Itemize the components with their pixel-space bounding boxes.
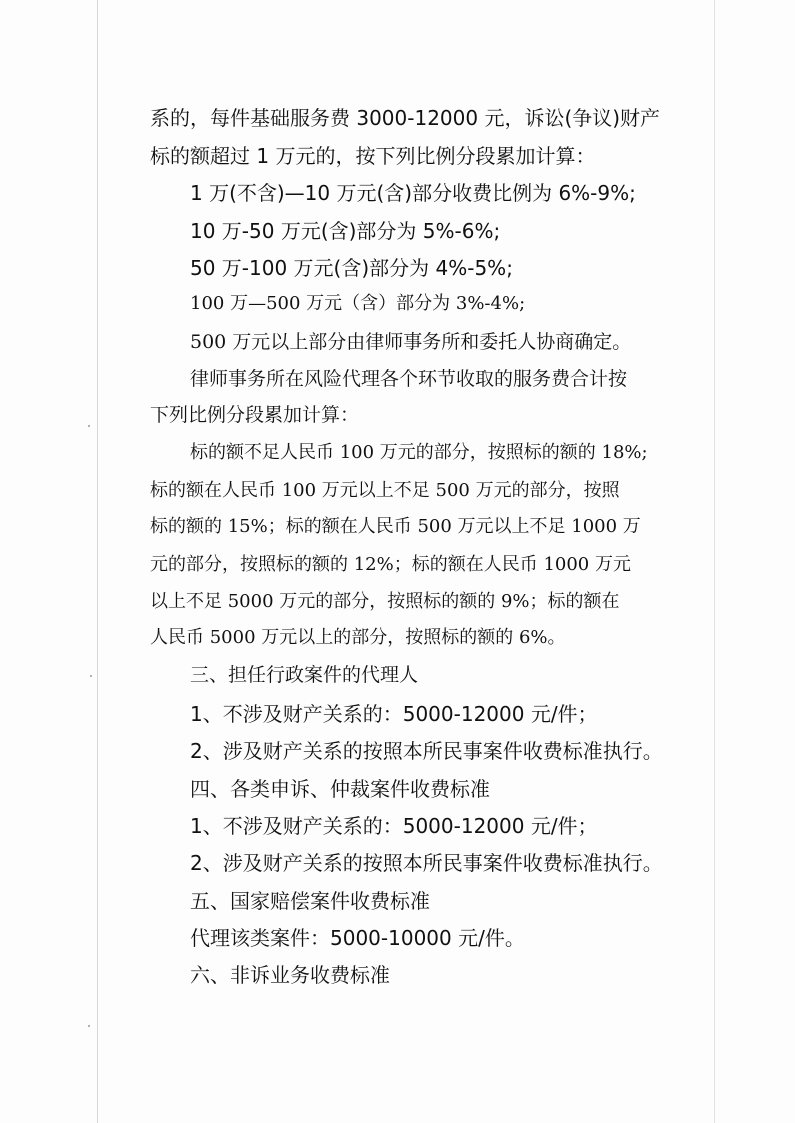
text-line: 100 万—500 万元（含）部分为 3%-4%; (190, 293, 526, 314)
section-heading: 五、国家赔偿案件收费标准 (190, 889, 430, 913)
text-line: 标的额在人民币 100 万元以上不足 500 万元的部分，按照 (150, 480, 620, 501)
text-line: 10 万-50 万元(含)部分为 5%-6%; (190, 219, 501, 243)
text-line: 500 万元以上部分由律师事务所和委托人协商确定。 (190, 331, 632, 353)
text-line: 人民币 5000 万元以上的部分，按照标的额的 6%。 (150, 627, 566, 648)
text-line: 1 万(不含)—10 万元(含)部分收费比例为 6%-9%; (190, 181, 636, 205)
text-line: 标的额不足人民币 100 万元的部分，按照标的额的 18%; (190, 442, 648, 463)
text-line: 50 万-100 万元(含)部分为 4%-5%; (190, 256, 513, 280)
text-line: 1、不涉及财产关系的：5000-12000 元/件； (190, 702, 598, 726)
section-heading: 三、担任行政案件的代理人 (190, 664, 419, 686)
text-line: 系的，每件基础服务费 3000-12000 元，诉讼(争议)财产 (150, 106, 661, 130)
text-line: 2、涉及财产关系的按照本所民事案件收费标准执行。 (190, 851, 663, 875)
section-heading: 四、各类申诉、仲裁案件收费标准 (190, 777, 490, 801)
text-line: 以上不足 5000 万元的部分，按照标的额的 9%；标的额在 (150, 591, 620, 612)
text-line: 标的额的 15%；标的额在人民币 500 万元以上不足 1000 万 (150, 516, 641, 537)
text-line: 1、不涉及财产关系的：5000-12000 元/件； (190, 814, 598, 838)
text-line: 律师事务所在风险代理各个环节收取的服务费合计按 (190, 368, 628, 390)
text-line: 元的部分，按照标的额的 12%；标的额在人民币 1000 万元 (150, 554, 631, 575)
text-line: 下列比例分段累加计算： (150, 404, 360, 426)
section-heading: 六、非诉业务收费标准 (190, 963, 390, 987)
text-line: 2、涉及财产关系的按照本所民事案件收费标准执行。 (190, 739, 663, 763)
text-line: 标的额超过 1 万元的，按下列比例分段累加计算： (150, 144, 596, 168)
text-line: 代理该类案件：5000-10000 元/件。 (190, 926, 525, 950)
